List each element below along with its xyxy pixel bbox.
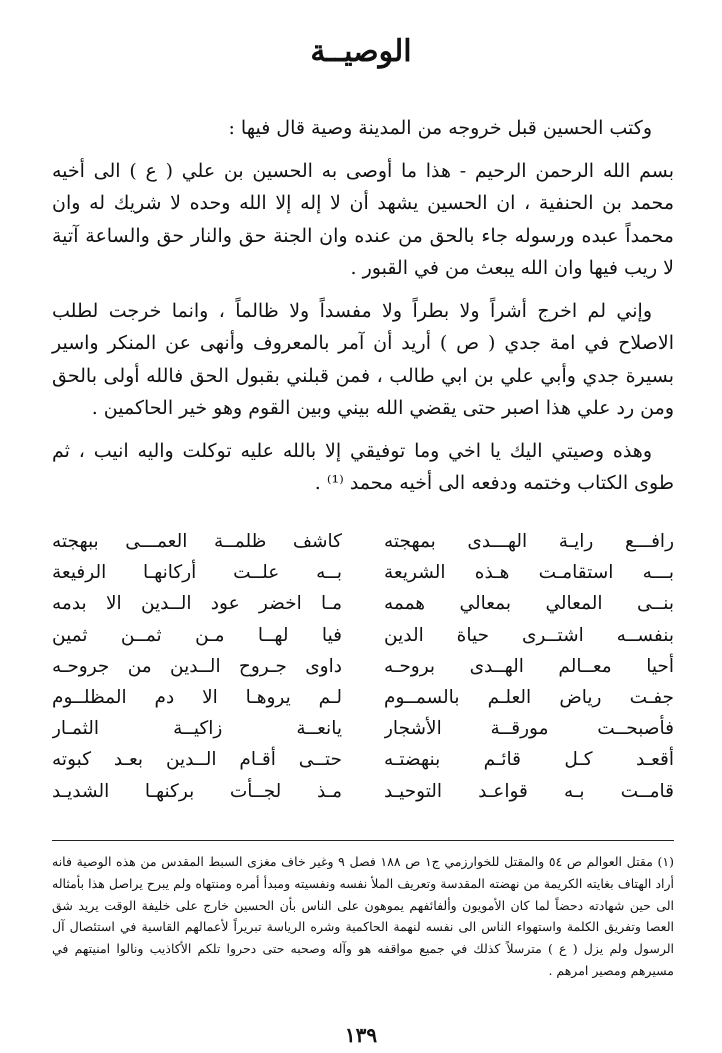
verse-first-hemistich: رافـــع رايـة الهـــدى بمهجته [384, 531, 674, 552]
verse-second-hemistich: كاشف ظلمــة العمـــى ببهجته [52, 531, 342, 552]
will-paragraph-3: وهذه وصيتي اليك يا اخي وما توفيقي إلا بالله عليه توكلت واليه انيب ، ثم طوى الكتاب وختمه ودفعه الى أخيه محمد ⁽¹⁾ . [52, 439, 674, 494]
verse-first-hemistich: قامــت بـه قواعـد التوحيـد [384, 780, 674, 802]
poem [52, 526, 674, 807]
verse-first-hemistich: بنــى المعالي بمعالي هممه [384, 593, 674, 615]
verse-line [52, 526, 674, 557]
verse-first-hemistich: جفـت رياض العلـم بالسمــوم [384, 686, 674, 708]
verse-second-hemistich: لـم يروهـا الا دم المظلــوم [52, 686, 342, 708]
verse-second-hemistich: فيا لهــا مـن ثمــن ثمين [52, 624, 342, 646]
verse-first-hemistich: أحيا معــالم الهــدى بروحـه [384, 655, 674, 677]
will-paragraph-1: بسم الله الرحمن الرحيم - هذا ما أوصى به الحسين بن علي ( ع ) الى أخيه محمد بن الحنفية ، ان الحسين يشهد أن لا إله إلا الله وحده لا شريك له وان محمداً عبده ورسوله جاء بالحق من عنده وان الجنة حق والنار حق والساعة آتية لا ريب فيها وان الله يبعث من في القبور . [52, 159, 674, 279]
verse-line [52, 651, 674, 682]
verse-line [52, 713, 674, 744]
intro-paragraph: وكتب الحسين قبل خروجه من المدينة وصية قال فيها : [228, 117, 652, 139]
verse-first-hemistich: أقعـد كـل قائـم بنهضتـه [384, 749, 674, 771]
footnote-text: (١) مقتل العوالم ص ٥٤ والمقتل للخوارزمي ج١ ص ١٨٨ فصل ٩ وغير خاف مغزى السبط المقدس من هذه الوصية فانه أراد الهتاف بغايته الكريمة من نهضته المقدسة وتعريف الملأ نفسه ونفسيته ومبدأ أمره ومنتهاه ولم يبرح يراصل هذا بأمثاله الى حين شهادته دحضاً لما كان الأمويون وألفائفهم يموهون على الناس بأن الحسين خارج على خليفة الوقت يريد شق العصا وتفريق الكلمة واستهواء الناس الى نفسه لنهمة الحاكمية وشره الرياسة تبريراً لأعمالهم القاسية في استئصال آل الرسول ولم يزل ( ع ) مترسلاً كذلك في جميع مواقفه هو وآله وصحبه حتى دحروا تلكم الأكاذيب ونالوا امنيتهم في مسيرهم ومصير امرهم . [52, 854, 674, 978]
footnote-divider [52, 840, 674, 841]
verse-first-hemistich: فأصبحــت مورقــة الأشجار [384, 718, 674, 740]
page-number: ١٣٩ [344, 1023, 378, 1047]
verse-second-hemistich: داوى جـروح الــدين من جروحـه [52, 655, 342, 677]
will-paragraph-2: وإني لم اخرج أشراً ولا بطراً ولا مفسداً ولا ظالماً ، وانما خرجت لطلب الاصلاح في امة جدي ( ص ) أريد أن آمر بالمعروف وأنهى عن المنكر واسير بسيرة جدي وأبي علي بن ابي طالب ، فمن قبلني بقبول الحق فالله أولى بالحق ومن رد علي هذا اصبر حتى يقضي الله بيني وبين القوم وهو خير الحاكمين . [52, 299, 674, 419]
verse-line [52, 588, 674, 619]
verse-line [52, 682, 674, 713]
verse-second-hemistich: حتــى أقـام الــدين بعـد كبوته [52, 749, 342, 771]
verse-line [52, 744, 674, 775]
page-title: الوصيــة [310, 34, 412, 69]
verse-line [52, 776, 674, 807]
verse-line [52, 557, 674, 588]
verse-line [52, 620, 674, 651]
verse-first-hemistich: بنفســه اشتــرى حياة الدين [384, 624, 674, 646]
verse-second-hemistich: بــه علــت أركانهـا الرفيعة [52, 562, 342, 584]
verse-first-hemistich: بـــه استقامـت هـذه الشريعة [384, 562, 674, 584]
verse-second-hemistich: يانعــة زاكيــة الثمـار [52, 718, 342, 740]
main-text [52, 112, 674, 510]
verse-second-hemistich: مـا اخضر عود الــدين الا بدمه [52, 593, 342, 615]
verse-second-hemistich: مـذ لجــأت بركنهـا الشديـد [52, 780, 342, 802]
footnote [52, 851, 674, 982]
